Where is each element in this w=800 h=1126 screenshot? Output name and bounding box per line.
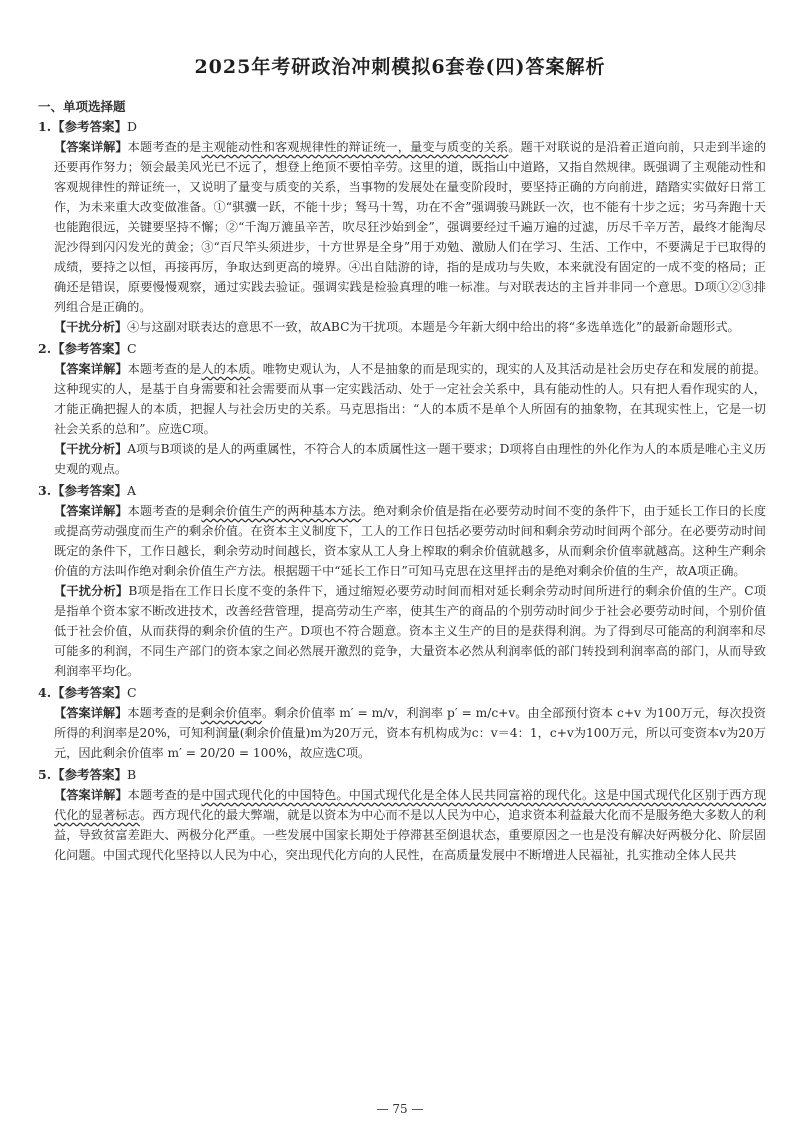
interference-tag: 【干扰分析】 [54,320,128,334]
answer-tag: 【参考答案】 [52,483,128,498]
section-heading: 一、单项选择题 [38,99,126,114]
question-number: 4. [38,685,52,700]
detail-tag: 【答案详解】 [54,362,128,376]
question-number: 2. [38,341,52,356]
interference-analysis [54,317,766,337]
question-number: 1. [38,119,52,134]
detail-intro: 本题考查的是 [127,140,202,154]
question-item [34,683,766,763]
answer-detail [54,785,766,865]
answer-detail [54,703,766,763]
question-item [34,481,766,681]
page-title: 2025年考研政治冲刺模拟6套卷(四)答案解析 [194,56,606,78]
question-number: 3. [38,483,52,498]
detail-tag: 【答案详解】 [54,788,128,802]
answer-line [38,765,766,785]
interference-tag: 【干扰分析】 [54,584,129,598]
answer-value: B [127,767,137,782]
detail-intro: 本题考查的是 [127,504,202,518]
page-number: — 75 — [376,1102,424,1116]
detail-intro: 本题考查的是 [127,788,202,802]
detail-keypoint: 主观能动性和客观规律性的辩证统一，量变与质变的关系 [201,140,509,154]
question-number: 5. [38,767,52,782]
detail-tag: 【答案详解】 [54,504,128,518]
question-item [34,117,766,337]
answer-detail [54,501,766,581]
interference-body: B项是指在工作日长度不变的条件下，通过缩短必要劳动时间而相对延长剩余劳动时间所进行的剩余价值的生产。C项是指单个资本家不断改进技术，改善经营管理，提高劳动生产率，使其生产的商品的个别劳动时间少于社会必要劳动时间，个别价值低于社会价值，从而获得的剩余价值的生产。D项也不符合题意。资本主义生产的目的是获得利润。为了得到尽可能高的利润率和尽可能多的利润，不同生产部门的资本家之间必然展开激烈的竞争，大量资本必然从利润率低的部门转投到利润率高的部门，从而导致利润率平均化。 [54,584,767,678]
interference-tag: 【干扰分析】 [54,442,128,456]
answer-tag: 【参考答案】 [52,767,128,782]
answer-detail [54,359,766,439]
answer-value: A [127,483,137,498]
answer-line [38,339,766,359]
detail-body: 。西方现代化的最大弊端，就是以资本为中心而不是以人民为中心，追求资本利益最大化而不是服务绝大多数人的利益，导致贫富差距大、两极分化严重。一些发展中国家长期处于停滞甚至倒退状态，重要原因之一也是没有解决好两极分化、阶层固化问题。中国式现代化坚持以人民为中心，突出现代化方向的人民性，在高质量发展中不断增进人民福祉，扎实推动全体人民共 [54,808,767,862]
interference-analysis [54,439,766,479]
detail-tag: 【答案详解】 [54,706,128,720]
answer-value: C [127,685,137,700]
interference-analysis [54,581,766,681]
detail-keypoint: 中国式现代化的中国特色。中国式现代化是全体人民共同富裕的现代化。这是中国式现代化区别于西方现代化的显著标志 [54,788,767,822]
detail-body: 。剩余价值率 m′ = m/v，利润率 p′ = m/c+v。由全部预付资本 c+v 为100万元，每次投资所得的利润率是20%，可知利润量(剩余价值量)m为20万元，资本有机构成为c：v＝4：1，c+v为100万元，所以可变资本v为20万元，因此剩余价值率 m′ = 20/20 = 100%，故应选C项。 [54,706,766,760]
detail-keypoint: 剩余价值率 [200,706,262,720]
question-item [34,339,766,479]
answer-value: C [127,341,137,356]
answer-line [38,117,766,137]
answer-detail [54,137,766,317]
interference-body: A项与B项谈的是人的两重属性，不符合人的本质属性这一题干要求；D项将自由理性的外化作为人的本质是唯心主义历史观的观点。 [54,442,767,476]
detail-intro: 本题考查的是 [127,362,202,376]
detail-keypoint: 剩余价值生产的两种基本方法 [201,504,361,518]
detail-tag: 【答案详解】 [54,140,128,154]
detail-body: 。唯物史观认为，人不是抽象的而是现实的，现实的人及其活动是社会历史存在和发展的前提。这种现实的人，是基于自身需要和社会需要而从事一定实践活动、处于一定社会关系中，具有能动性的人。只有把人看作现实的人，才能正确把握人的本质，把握人与社会历史的关系。马克思指出：“人的本质不是单个人所固有的抽象物，在其现实性上，它是一切社会关系的总和”。应选C项。 [54,362,767,436]
answer-tag: 【参考答案】 [52,341,128,356]
question-list [34,117,766,865]
answer-tag: 【参考答案】 [52,685,128,700]
answer-tag: 【参考答案】 [52,119,128,134]
answer-line [38,683,766,703]
detail-body: 。题干对联说的是沿着正道向前，只走到半途的还要再作努力；领会最美风光已不远了，想登上绝顶不要怕辛劳。这里的道，既指山中道路，又指自然规律。既强调了主观能动性和客观规律性的辩证统一，又说明了量变与质变的关系，当事物的发展处在量变阶段时，要坚持正确的方向前进，踏踏实实做好日常工作，为未来重大改变做准备。①“骐骥一跃，不能十步；驽马十驾，功在不舍”强调骏马跳跃一次，也不能有十步之远；劣马奔跑十天也能跑很远，关键要坚持不懈；②“千淘万漉虽辛苦，吹尽狂沙始到金”，强调要经过千遍万遍的过滤，历尽千辛万苦，最终才能淘尽泥沙得到闪闪发光的黄金；③“百尺竿头须进步，十方世界是全身”用于劝勉、激励人们在学习、生活、工作中，不要满足于已取得的成绩，要持之以恒，再接再厉，争取达到更高的境界。④出自陆游的诗，指的是成功与失败，本来就没有固定的一成不变的格局；正确还是错误，原要慢慢观察，通过实践去验证。强调实践是检验真理的唯一标准。与对联表达的主旨并非同一个意思。D项①②③排列组合是正确的。 [54,140,767,314]
question-item [34,765,766,865]
detail-body: 。绝对剩余价值是指在必要劳动时间不变的条件下，由于延长工作日的长度或提高劳动强度而生产的剩余价值。在资本主义制度下，工人的工作日包括必要劳动时间和剩余劳动时间两个部分。在必要劳动时间既定的条件下，工作日越长，剩余劳动时间越长，资本家从工人身上榨取的剩余价值就越多，从而剩余价值率就越高。这种生产剩余价值的方法叫作绝对剩余价值生产方法。根据题干中“延长工作日”可知马克思在这里抨击的是绝对剩余价值的生产，故A项正确。 [54,504,767,578]
answer-value: D [127,119,138,134]
answer-line [38,481,766,501]
detail-intro: 本题考查的是 [127,706,201,720]
detail-keypoint: 人的本质 [201,362,251,376]
interference-body: ④与这副对联表达的意思不一致，故ABC为干扰项。本题是今年新大纲中给出的将“多选单选化”的最新命题形式。 [127,320,740,334]
